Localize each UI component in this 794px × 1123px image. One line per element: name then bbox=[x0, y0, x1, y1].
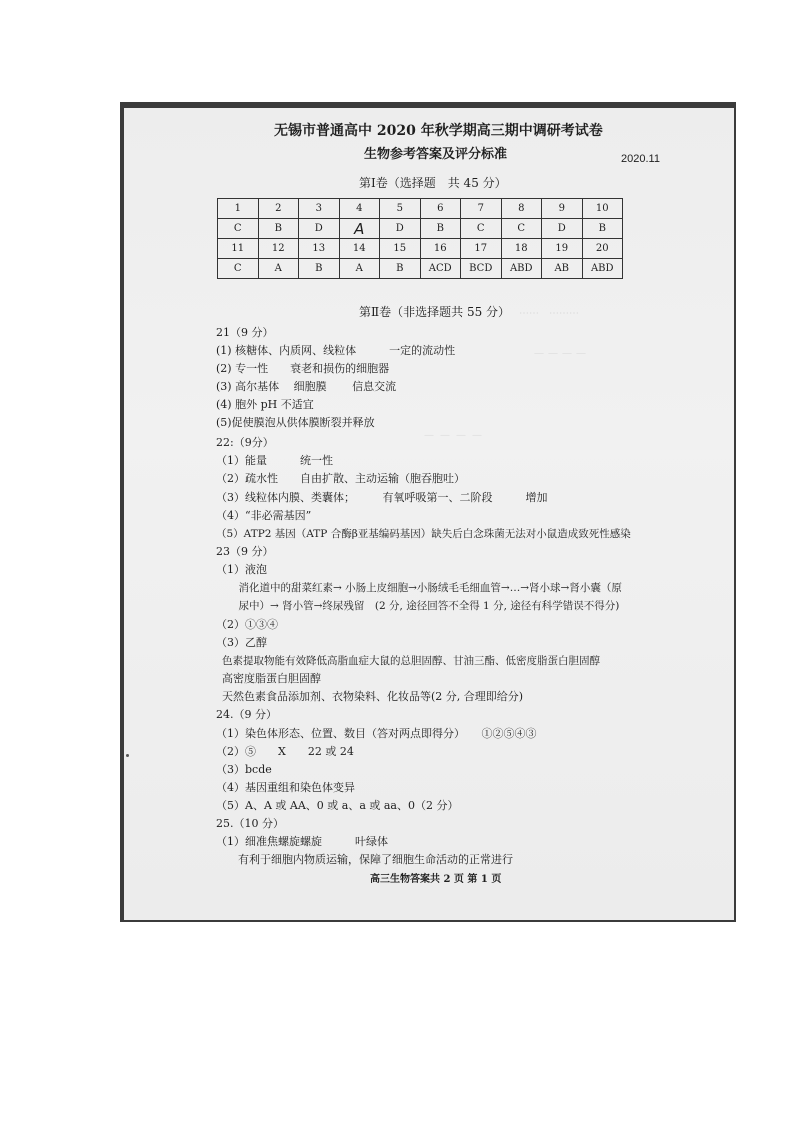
answer-line: 22:（9分） bbox=[216, 436, 274, 449]
table-cell: B bbox=[299, 259, 340, 279]
answer-line: 消化道中的甜菜红素→ 小肠上皮细胞→小肠绒毛毛细血管→…→肾小球→肾小囊（原 bbox=[228, 582, 622, 594]
answer-line: 色素提取物能有效降低高脂血症大鼠的总胆固醇、甘油三酯、低密度脂蛋白胆固醇 bbox=[222, 655, 600, 667]
answer-line: （3）bcde bbox=[216, 763, 272, 776]
table-row bbox=[218, 199, 623, 219]
table-cell: D bbox=[299, 219, 340, 239]
table-cell: 15 bbox=[380, 239, 421, 259]
answer-line: 24.（9 分） bbox=[216, 708, 277, 721]
table-cell: D bbox=[542, 219, 583, 239]
answer-line: （1）液泡 bbox=[216, 563, 267, 576]
table-cell: C bbox=[501, 219, 542, 239]
table-cell: ABD bbox=[501, 259, 542, 279]
table-cell: 4 bbox=[339, 199, 380, 219]
answer-line: （2）①③④ bbox=[216, 618, 278, 631]
exam-date: 2020.11 bbox=[621, 153, 660, 165]
page-footer: 高三生物答案共 2 页 第 1 页 bbox=[370, 874, 502, 885]
table-cell: 11 bbox=[218, 239, 259, 259]
table-cell: ACD bbox=[420, 259, 461, 279]
answer-line: （2）疏水性 自由扩散、主动运输（胞吞胞吐） bbox=[216, 472, 465, 485]
answer-table bbox=[217, 198, 623, 279]
table-cell: B bbox=[258, 219, 299, 239]
table-cell: B bbox=[420, 219, 461, 239]
table-cell: A bbox=[339, 259, 380, 279]
table-cell: C bbox=[218, 259, 259, 279]
page-title: 无锡市普通高中 2020 年秋学期高三期中调研考试卷 bbox=[274, 123, 603, 139]
handwritten-answer: A bbox=[339, 219, 380, 239]
table-cell: ABD bbox=[582, 259, 623, 279]
table-cell: 17 bbox=[461, 239, 502, 259]
table-cell: 19 bbox=[542, 239, 583, 259]
table-cell: 1 bbox=[218, 199, 259, 219]
answer-line: （4）“非必需基因” bbox=[216, 509, 312, 522]
answer-line: 23（9 分） bbox=[216, 545, 274, 558]
table-row bbox=[218, 259, 623, 279]
answer-line: 天然色素食品添加剂、衣物染料、化妆品等(2 分, 合理即给分) bbox=[222, 690, 524, 703]
bleed-through-text: ———— bbox=[534, 348, 590, 359]
answer-line: (1) 核糖体、内质网、线粒体 一定的流动性 bbox=[216, 344, 456, 357]
table-cell: AB bbox=[542, 259, 583, 279]
table-cell: A bbox=[258, 259, 299, 279]
answer-line: 高密度脂蛋白胆固醇 bbox=[222, 672, 321, 685]
answer-line: （3）线粒体内膜、类囊体； 有氧呼吸第一、二阶段 增加 bbox=[216, 491, 548, 504]
table-row bbox=[218, 219, 623, 239]
answer-line: （4）基因重组和染色体变异 bbox=[216, 781, 355, 794]
answer-line: （2）⑤ X 22 或 24 bbox=[216, 745, 354, 758]
answer-line: （1）细准焦螺旋螺旋 叶绿体 bbox=[216, 835, 388, 848]
table-cell: BCD bbox=[461, 259, 502, 279]
answer-line: 21（9 分） bbox=[216, 326, 274, 339]
table-cell: 16 bbox=[420, 239, 461, 259]
answer-line: 有利于细胞内物质运输，保障了细胞生命活动的正常进行 bbox=[216, 853, 513, 866]
answer-line: （1）能量 统一性 bbox=[216, 454, 333, 467]
table-cell: 9 bbox=[542, 199, 583, 219]
section1-heading: 第Ⅰ卷（选择题 共 45 分） bbox=[359, 176, 507, 190]
table-cell: 5 bbox=[380, 199, 421, 219]
answer-sheet bbox=[124, 108, 734, 920]
table-cell: C bbox=[461, 219, 502, 239]
table-cell: C bbox=[218, 219, 259, 239]
table-cell: 13 bbox=[299, 239, 340, 259]
table-cell: D bbox=[380, 219, 421, 239]
answer-line: 25.（10 分） bbox=[216, 817, 284, 830]
table-cell: 14 bbox=[339, 239, 380, 259]
answer-line: （5）ATP2 基因（ATP 合酶β亚基编码基因）缺失后白念珠菌无法对小鼠造成致死性感染 bbox=[216, 528, 631, 540]
bleed-through-text: ⋯⋯⋯ ⋯⋯ bbox=[519, 308, 579, 319]
page-subtitle: 生物参考答案及评分标准 bbox=[364, 147, 508, 162]
table-cell: B bbox=[380, 259, 421, 279]
answer-line: 尿中）→ 肾小管→终尿残留 (2 分, 途径回答不全得 1 分, 途径有科学错误不得分) bbox=[228, 600, 620, 612]
answer-line: (5)促使膜泡从供体膜断裂并释放 bbox=[216, 416, 375, 429]
bleed-through-text: ———— bbox=[424, 430, 488, 441]
table-cell: 8 bbox=[501, 199, 542, 219]
answer-line: (4) 胞外 pH 不适宜 bbox=[216, 398, 314, 411]
table-cell: 12 bbox=[258, 239, 299, 259]
answer-line: （1）染色体形态、位置、数目（答对两点即得分） ①②⑤④③ bbox=[216, 727, 537, 740]
table-cell: 20 bbox=[582, 239, 623, 259]
table-cell: 3 bbox=[299, 199, 340, 219]
table-cell: 7 bbox=[461, 199, 502, 219]
answer-line: (3) 高尔基体 细胞膜 信息交流 bbox=[216, 380, 397, 393]
answer-line: (2) 专一性 衰老和损伤的细胞器 bbox=[216, 362, 390, 375]
document-photo bbox=[120, 102, 736, 922]
paper-speck bbox=[126, 754, 129, 757]
section2-heading: 第Ⅱ卷（非选择题共 55 分） bbox=[359, 305, 511, 319]
table-row bbox=[218, 239, 623, 259]
table-cell: 2 bbox=[258, 199, 299, 219]
answer-line: （5）A、A 或 AA、0 或 a、a 或 aa、0（2 分） bbox=[216, 799, 459, 812]
table-cell: 18 bbox=[501, 239, 542, 259]
table-cell: 6 bbox=[420, 199, 461, 219]
answer-line: （3）乙醇 bbox=[216, 636, 267, 649]
table-cell: B bbox=[582, 219, 623, 239]
table-cell: 10 bbox=[582, 199, 623, 219]
